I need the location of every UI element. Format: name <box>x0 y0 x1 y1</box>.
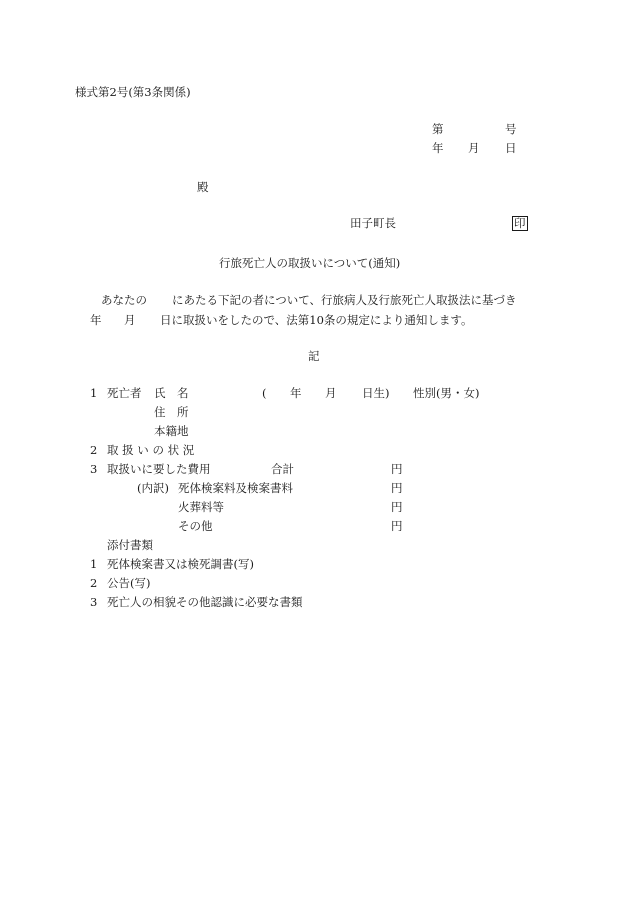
item3-cremation-yen: 円 <box>391 500 403 514</box>
date-year: 年 <box>432 141 444 155</box>
item3-label: 取扱いに要した費用 <box>107 462 211 476</box>
attachment3: 死亡人の相貌その他認識に必要な書類 <box>107 595 303 609</box>
attachments-title: 添付書類 <box>107 538 153 552</box>
item3-total-label: 合計 <box>271 462 294 476</box>
body-line1-a: あなたの <box>101 293 147 307</box>
item1-name: 氏 名 <box>154 386 189 400</box>
item1-label: 死亡者 <box>107 386 142 400</box>
sender-name: 田子町長 <box>350 216 396 230</box>
item3-exam-fee: 死体検案料及検案書料 <box>178 481 293 495</box>
item2-label: 取 扱 い の 状 況 <box>107 443 195 457</box>
item2-number: 2 <box>90 443 98 457</box>
body-line2-month: 月 <box>124 313 136 327</box>
item3-total-yen: 円 <box>391 462 403 476</box>
item3-breakdown-label: (内訳) <box>137 481 169 495</box>
number-prefix: 第 <box>432 122 444 136</box>
attachment3-number: 3 <box>90 595 98 609</box>
seal-mark <box>512 216 528 231</box>
attachment2-number: 2 <box>90 576 98 590</box>
item3-other-fee: その他 <box>178 519 213 533</box>
item3-exam-yen: 円 <box>391 481 403 495</box>
number-suffix: 号 <box>505 122 517 136</box>
item1-birth-open: ( <box>262 386 267 400</box>
date-month: 月 <box>468 141 480 155</box>
item3-other-yen: 円 <box>391 519 403 533</box>
attachment1: 死体検案書又は検死調書(写) <box>107 557 254 571</box>
attachment1-number: 1 <box>90 557 98 571</box>
item3-cremation-fee: 火葬料等 <box>178 500 224 514</box>
body-line2-year: 年 <box>90 313 102 327</box>
document-title: 行旅死亡人の取扱いについて(通知) <box>219 256 401 270</box>
ki-heading: 記 <box>308 349 320 363</box>
attachment2: 公告(写) <box>107 576 151 590</box>
item1-birth-day: 日生) <box>362 386 390 400</box>
item1-birth-month: 月 <box>325 386 337 400</box>
item3-number: 3 <box>90 462 98 476</box>
body-line1-b: にあたる下記の者について、行旅病人及行旅死亡人取扱法に基づき <box>172 293 517 307</box>
form-label: 様式第2号(第3条関係) <box>75 85 191 99</box>
item1-address: 住 所 <box>154 405 189 419</box>
item1-number: 1 <box>90 386 98 400</box>
item1-birth-year: 年 <box>290 386 302 400</box>
seal-text: 印 <box>514 216 526 230</box>
date-day: 日 <box>505 141 517 155</box>
item1-sex: 性別(男・女) <box>413 386 480 400</box>
addressee-suffix: 殿 <box>197 180 209 194</box>
item1-honseki: 本籍地 <box>154 424 189 438</box>
body-line2-rest: 日に取扱いをしたので、法第10条の規定により通知します。 <box>160 313 473 327</box>
